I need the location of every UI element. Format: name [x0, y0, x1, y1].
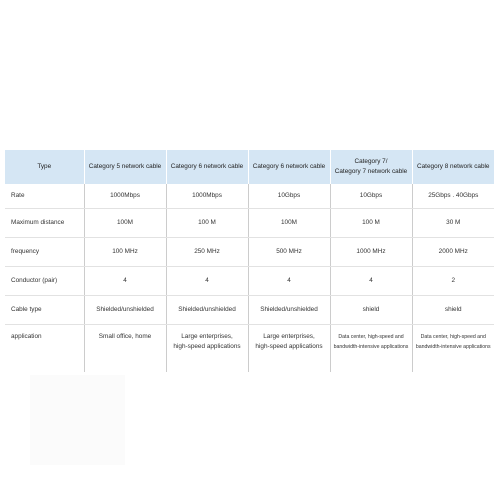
table-cell: 10Gbps: [330, 184, 412, 209]
header-type: Type: [5, 150, 84, 184]
table-cell: 4: [248, 267, 330, 296]
table-row: [5, 209, 494, 238]
table-row: [5, 184, 494, 209]
table-row: [5, 296, 494, 325]
table-header-row: [5, 150, 494, 184]
table-cell: 100 M: [330, 209, 412, 238]
table-cell: 10Gbps: [248, 184, 330, 209]
table-cell: 500 MHz: [248, 238, 330, 267]
cable-comparison-table: [5, 150, 494, 372]
table-cell: 250 MHz: [166, 238, 248, 267]
table-row: [5, 238, 494, 267]
table-cell: 100M: [84, 209, 166, 238]
table-cell: 100 M: [166, 209, 248, 238]
table-cell: Data center, high-speed and bandwidth-intensive applications: [412, 325, 494, 373]
table-cell: Data center, high-speed and bandwidth-intensive applications: [330, 325, 412, 373]
table-cell: Large enterprises, high-speed applications: [248, 325, 330, 373]
table-cell: 2: [412, 267, 494, 296]
table-cell: 100 MHz: [84, 238, 166, 267]
header-cat8: Category 8 network cable: [412, 150, 494, 184]
table-cell: 1000 MHz: [330, 238, 412, 267]
row-label-rate: Rate: [5, 184, 84, 209]
row-label-application: application: [11, 333, 42, 340]
table-cell: Large enterprises, high-speed applications: [166, 325, 248, 373]
table-cell: 2000 MHz: [412, 238, 494, 267]
table-cell: Shielded/unshielded: [248, 296, 330, 325]
table-cell: 1000Mbps: [84, 184, 166, 209]
header-cat6: Category 6 network cable: [166, 150, 248, 184]
table-cell: Shielded/unshielded: [84, 296, 166, 325]
header-cat6a: Category 6 network cable: [248, 150, 330, 184]
table-cell: 4: [166, 267, 248, 296]
table-cell: Shielded/unshielded: [166, 296, 248, 325]
table-cell: 4: [84, 267, 166, 296]
row-label-maximum-distance: Maximum distance: [5, 209, 84, 238]
table-cell: Small office, home: [84, 325, 166, 373]
table-row: [5, 267, 494, 296]
header-cat5: Category 5 network cable: [84, 150, 166, 184]
background-shade: [30, 375, 125, 465]
row-label-frequency: frequency: [5, 238, 84, 267]
table-cell: 1000Mbps: [166, 184, 248, 209]
header-cat7: Category 7/ Category 7 network cable: [330, 150, 412, 184]
table-cell: 4: [330, 267, 412, 296]
row-label-conductor: Conductor (pair): [5, 267, 84, 296]
table-row: [5, 325, 494, 373]
table-cell: shield: [412, 296, 494, 325]
table-cell: 30 M: [412, 209, 494, 238]
row-label-cable-type: Cable type: [5, 296, 84, 325]
table-cell: 25Gbps . 40Gbps: [412, 184, 494, 209]
table-cell: 100M: [248, 209, 330, 238]
table-cell: shield: [330, 296, 412, 325]
